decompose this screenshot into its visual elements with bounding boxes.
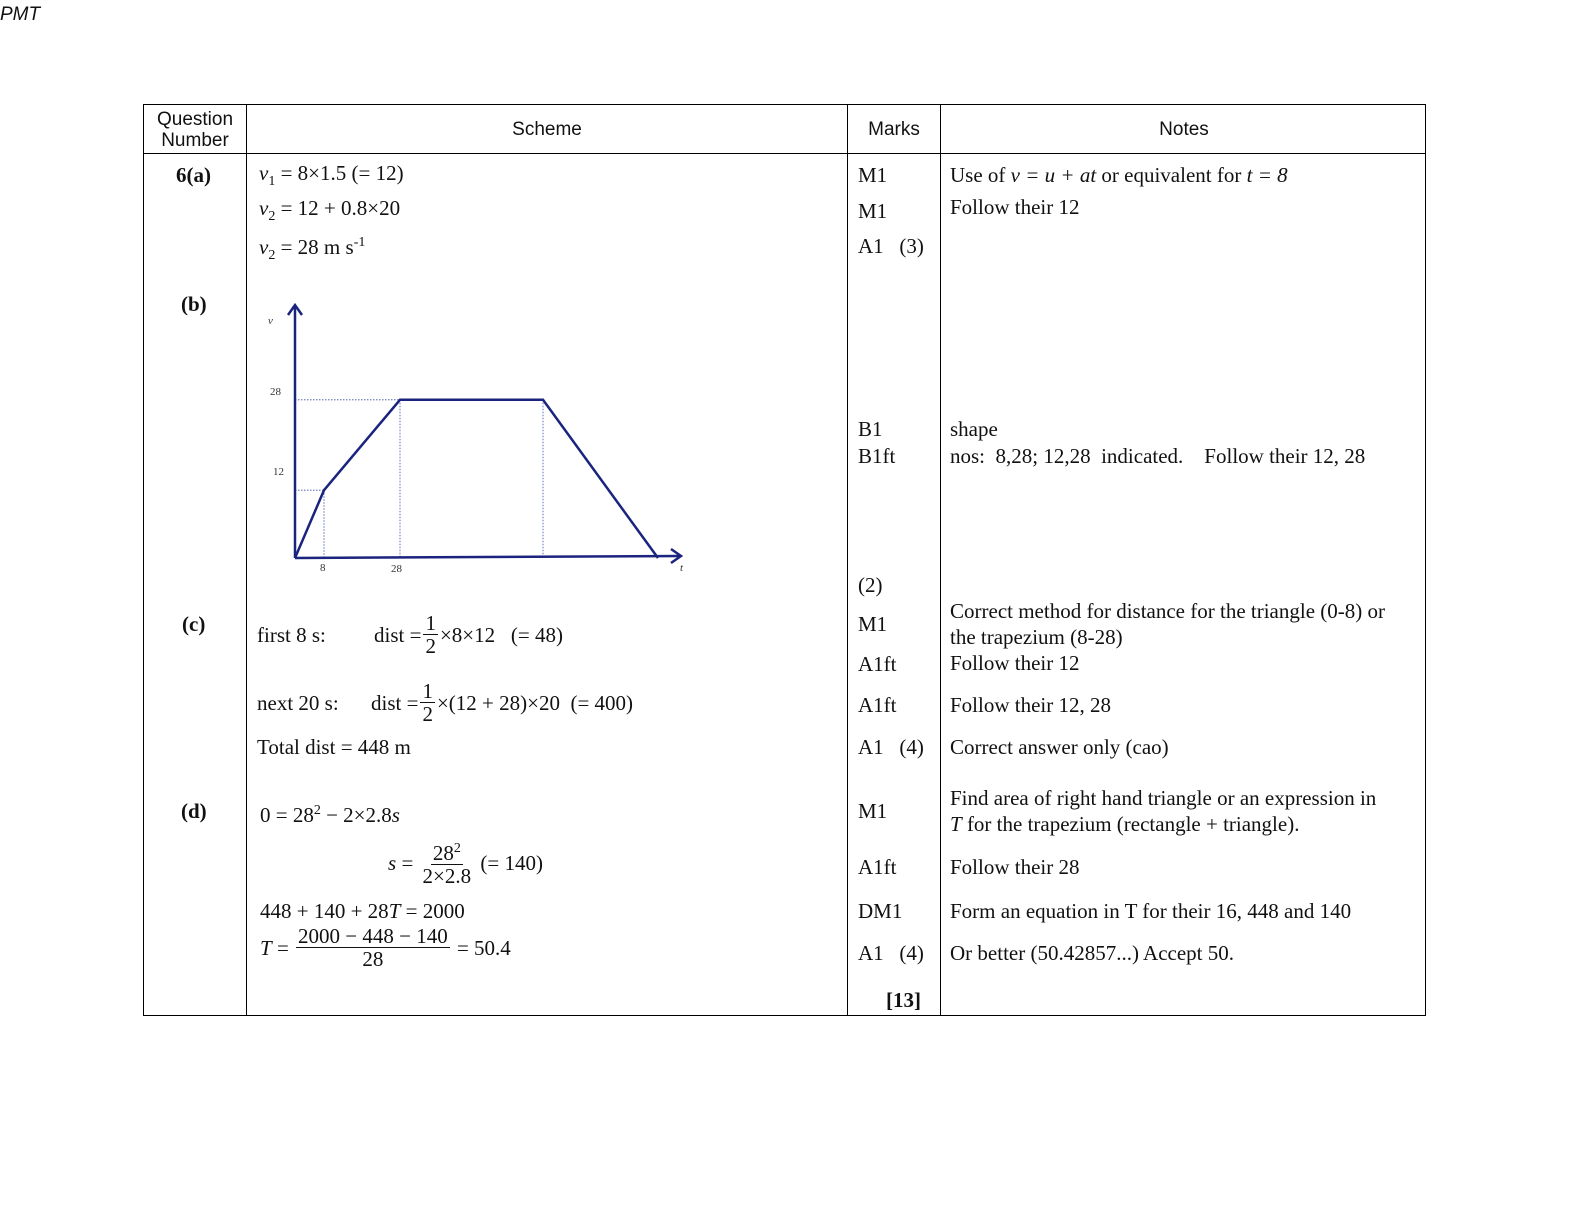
part-c-note-4: Correct answer only (cao) [950,735,1169,759]
y-tick-label-28: 28 [270,386,281,398]
t-axis [295,556,681,558]
part-b-note-2: nos: 8,28; 12,28 indicated. Follow their 12, 28 [950,444,1366,468]
header-scheme: Scheme [512,119,582,140]
part-b-note-1: shape [950,417,998,441]
x-tick-label-28: 28 [391,563,402,575]
part-c-mark-3: A1ft [858,693,897,717]
part-c-mark-1: M1 [858,612,888,636]
part-a-label: 6(a) [176,163,211,187]
part-d-line4: T = $\frac{2000 - 448 - 140}{28}$ = 50.4 [260,924,511,971]
part-b-mark-1: B1 [858,417,883,441]
part-a-note-1: Use of v = u + at or equivalent for t = 8 [950,163,1288,187]
y-tick-label-12: 12 [273,466,284,478]
velocity-time-graph [257,301,697,581]
part-c-note-3: Follow their 12, 28 [950,693,1111,717]
fraction-half: $\frac{1}{2}$ [422,679,433,726]
part-c-note-1b: the trapezium (8-28) [950,625,1123,649]
part-d-mark-4: A1 (4) [858,941,924,965]
part-c-line1: first 8 s: dist = $\frac{1}{2}$ ×8×12 (= 48) [257,611,563,658]
part-a-mark-2: M1 [858,199,888,223]
header-question: Question Number [156,108,234,151]
part-b-label: (b) [181,292,207,316]
column-divider [847,105,848,1015]
part-d-line1: $0 = 28^2 - 2\times 2.8s$ [260,803,400,827]
part-d-note-1b: T for the trapezium (rectangle + triangle). [950,812,1300,836]
part-c-mark-2: A1ft [858,652,897,676]
fraction-s: $\frac{28^2}{2\times 2.8}$ [421,838,474,887]
part-c-line2: next 20 s: dist = $\frac{1}{2}$ ×(12 + 28)×20 (= 400) [257,679,634,726]
fraction-half: $\frac{1}{2}$ [425,611,436,658]
part-d-note-1a: Find area of right hand triangle or an expression in [950,786,1377,810]
corner-label: PMT [0,4,41,25]
part-d-mark-1: M1 [858,799,888,823]
header-notes: Notes [1159,119,1209,140]
x-tick-label-8: 8 [320,562,326,574]
part-c-note-2: Follow their 12 [950,651,1080,675]
graph-axes [288,305,681,563]
part-d-mark-2: A1ft [858,855,897,879]
part-b-mark-2: B1ft [858,444,896,468]
axis-v-label: v [268,315,273,327]
fraction-t: $\frac{2000 - 448 - 140}{28}$ [298,924,448,971]
part-d-line2: s = $\frac{28^2}{2\times 2.8}$ (= 140) [388,838,543,887]
part-a-mark-1: M1 [858,163,888,187]
axis-t-label: t [680,562,684,574]
part-a-line2: $v_2 = 12 + 0.8\times 20$ [259,196,401,225]
part-c-mark-4: A1 (4) [858,735,924,759]
part-d-mark-3: DM1 [858,899,903,923]
part-c-note-1a: Correct method for distance for the triangle (0-8) or [950,599,1386,623]
part-c-label: (c) [182,612,206,636]
part-d-label: (d) [181,799,207,823]
part-a-line3: $v_2 = 28$ m $s^{-1}$ [259,235,366,264]
part-d-line3: 448 + 140 + 28T = 2000 [260,899,465,923]
part-a-mark-3: A1 (3) [858,234,924,258]
part-c-line3: Total dist = 448 m [257,735,411,759]
header-marks: Marks [868,119,920,140]
part-d-note-2: Follow their 28 [950,855,1080,879]
total-marks: [13] [886,988,921,1012]
velocity-time-line [295,400,658,558]
part-d-note-3: Form an equation in T for their 16, 448 and 140 [950,899,1352,923]
part-d-note-4: Or better (50.42857...) Accept 50. [950,941,1235,965]
column-divider [246,105,247,1015]
part-a-note-2: Follow their 12 [950,195,1080,219]
column-divider [940,105,941,1015]
part-b-mark-3: (2) [858,573,883,597]
mark-scheme-table [143,104,1426,1016]
part-a-line1: $v_1 = 8\times 1.5$ (= 12) [259,161,404,190]
